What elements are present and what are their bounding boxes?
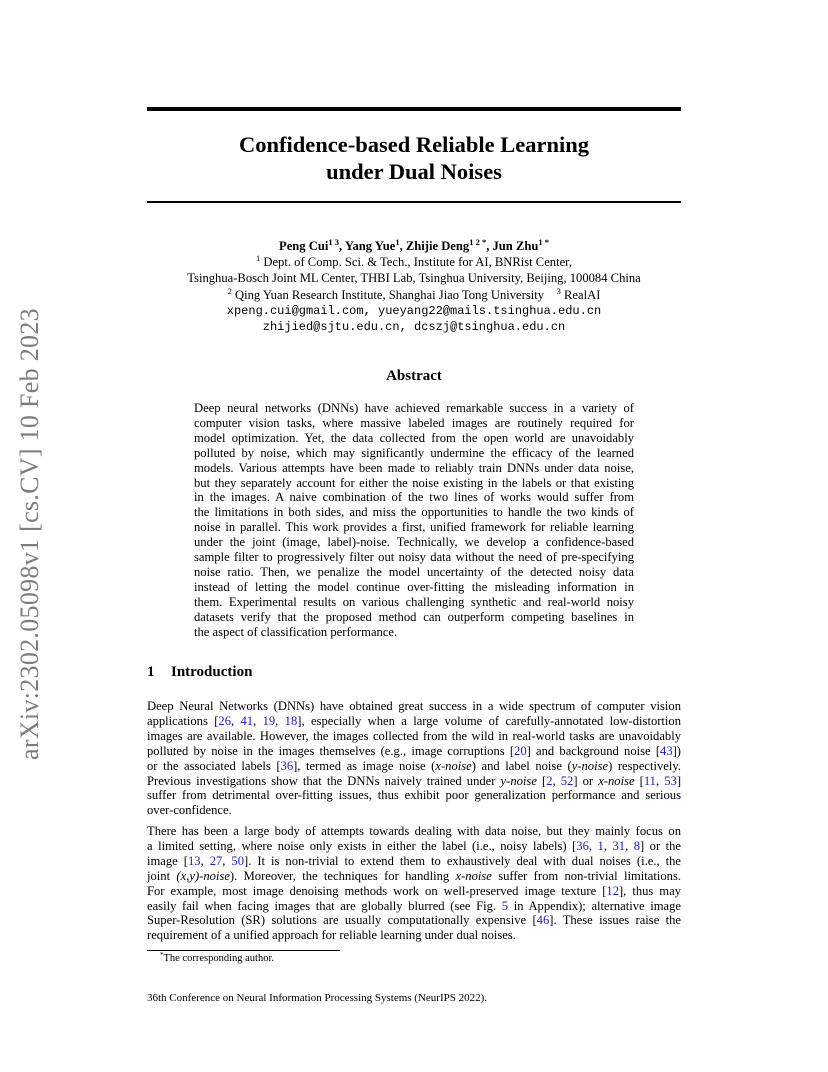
citation-link[interactable]: 36 — [280, 758, 294, 773]
abstract-line: the aspect of classification performance. — [194, 624, 398, 639]
citation-link[interactable]: 26 — [218, 713, 231, 728]
author-1-affil: 1 3 — [328, 237, 339, 247]
title-line-1: Confidence-based Reliable Learning — [238, 132, 589, 157]
abstract-line: models. Various attempts have been made to reliably train DNNs under data noise, — [194, 460, 634, 475]
citation-link[interactable]: 8 — [633, 838, 640, 853]
text-line: Deep Neural Networks (DNNs) have obtained great success in a wide spectrum of computer vision — [147, 699, 681, 713]
author-block — [100, 238, 728, 335]
author-2-affil: 1 — [395, 237, 400, 247]
section-number: 1 — [147, 664, 155, 680]
abstract-line: computer vision tasks, where massive labeled images are routinely required for — [194, 415, 634, 430]
abstract-line: them. Experimental results on various challenging synthetic and real-world noisy — [194, 594, 634, 609]
citation-link[interactable]: 12 — [606, 883, 619, 898]
figure-link[interactable]: 5 — [501, 898, 509, 913]
citation-link[interactable]: 53 — [664, 773, 677, 788]
emails-line-1[interactable]: xpeng.cui@gmail.com, yueyang22@mails.tsinghua.edu.cn — [226, 303, 602, 318]
author-3-affil: 1 2 * — [469, 237, 487, 247]
intro-paragraph-2 — [147, 824, 681, 943]
affiliation-1-mark: 1 — [255, 253, 261, 264]
affiliation-1-line-2: Tsinghua-Bosch Joint ML Center, THBI Lab, Tsinghua University, Beijing, 100084 China — [187, 271, 641, 286]
abstract-line: under the joint (image, label)-noise. Technically, we develop a confidence-based — [194, 535, 634, 550]
abstract-line: the limitations in both sides, and miss the opportunities to handle the two kinds of — [194, 505, 634, 520]
abstract-line: model optimization. Yet, the data collected from the open world are unavoidably — [194, 430, 634, 445]
venue-line: 36th Conference on Neural Information Processing Systems (NeurIPS 2022). — [147, 992, 488, 1004]
abstract-line: Deep neural networks (DNNs) have achieved remarkable success in a variety of — [194, 401, 634, 415]
citation-link[interactable]: 27 — [209, 853, 223, 868]
citation-link[interactable]: 1 — [597, 838, 604, 853]
author-names: Peng Cui$^{1 3}$, Yang Yue$^1$, Zhijie Deng$^{1 2 *}$, Jun Zhu$^{1 *}$ — [279, 237, 549, 253]
author-4: Jun Zhu — [492, 239, 539, 253]
affiliation-3-text: RealAI — [564, 287, 601, 302]
abstract-line: but they separately account for either the noise existing in the labels or that existing — [194, 475, 634, 490]
affiliation-1-line-1 — [100, 254, 728, 270]
paper-title — [147, 131, 681, 185]
citation-link[interactable]: 50 — [231, 853, 245, 868]
text-line: polluted by noise in the images themselves (e.g., image corruptions [20] and background noise [43]) — [147, 743, 681, 758]
footnote — [160, 953, 274, 964]
citation-link[interactable]: 18 — [284, 713, 298, 728]
affiliation-2-3 — [100, 287, 728, 303]
abstract-line: in the images. A naive combination of the two lines of works would suffer from — [194, 490, 634, 505]
text-line: image [13, 27, 50]. It is non-trivial to extend them to exhaustively deal with dual noises (i.e., the — [147, 853, 682, 868]
section-title: Introduction — [171, 664, 253, 680]
citation-link[interactable]: 11 — [643, 773, 656, 788]
text-line: applications [26, 41, 19, 18], especially when a large volume of carefully-annotated low-distortion — [147, 713, 682, 728]
abstract-line: polluted by noise, which may significantly undermine the efficacy of the learned — [194, 445, 634, 460]
emails-line-2[interactable]: zhijied@sjtu.edu.cn, dcszj@tsinghua.edu.cn — [262, 320, 566, 335]
author-2: Yang Yue — [344, 239, 396, 253]
text-line: Previous investigations show that the DNNs naively trained under y-noise [2, 52] or x-noise [11, 53] — [147, 773, 682, 788]
text-line: joint (x,y)-noise). Moreover, the techniques for handling x-noise suffer from non-trivial limitations. — [147, 868, 681, 883]
title-bottom-rule — [147, 201, 681, 203]
footnote-mark: * — [160, 951, 164, 959]
author-3: Zhijie Deng — [405, 239, 470, 253]
abstract-body — [194, 401, 634, 640]
citation-link[interactable]: 43 — [660, 743, 673, 758]
citation-link[interactable]: 46 — [536, 913, 550, 928]
abstract-heading: Abstract — [386, 368, 442, 384]
footnote-text: The corresponding author. — [163, 953, 275, 964]
text-line: There has been a large body of attempts towards dealing with data noise, but they mainly focus on — [147, 824, 681, 838]
title-line-2: under Dual Noises — [326, 159, 502, 184]
text-line: Super-Resolution (SR) solutions are usually computationally expensive [46]. These issues raise the — [147, 913, 682, 928]
citation-link[interactable]: 2 — [546, 773, 553, 788]
abstract-line: noise in parallel. This work provides a first, unified framework for reliable learning — [194, 520, 634, 535]
text-line: over-confidence. — [147, 803, 232, 818]
citation-link[interactable]: 41 — [240, 713, 254, 728]
citation-link[interactable]: 31 — [612, 838, 626, 853]
affiliation-1-text: Dept. of Comp. Sci. & Tech., Institute for AI, BNRist Center, — [263, 255, 573, 270]
intro-paragraph-1 — [147, 699, 681, 818]
citation-link[interactable]: 52 — [560, 773, 574, 788]
text-line: a limited setting, where noise only exists in either the label (i.e., noisy labels) [36, 1, 31, 8] or the — [147, 838, 682, 853]
title-top-rule — [147, 107, 681, 111]
text-line: images are available. However, the images collected from the wild in real-world tasks are unavoidably — [147, 728, 681, 743]
abstract-line: datasets verify that the proposed method can outperform competing baselines in — [194, 609, 634, 624]
abstract-line: sample filter to progressively filter out noisy data without the need of pre-specifying — [194, 550, 634, 565]
arxiv-stamp: arXiv:2302.05098v1 [cs.CV] 10 Feb 2023 — [15, 308, 44, 760]
affiliation-2-mark: 2 — [227, 285, 232, 296]
citation-link[interactable]: 19 — [262, 713, 276, 728]
text-line: easily fail when facing images that are globally blurred (see Fig. 5 in Appendix); alternative image — [147, 898, 682, 913]
text-line: requirement of a unified approach for reliable learning under dual noises. — [147, 928, 516, 943]
citation-link[interactable]: 36 — [576, 838, 589, 853]
footnote-rule — [147, 950, 340, 951]
abstract-line: instead of letting the model continue over-fitting the misleading information in — [194, 579, 634, 594]
author-4-affil: 1 * — [538, 237, 549, 247]
affiliation-2-text: Qing Yuan Research Institute, Shanghai Jiao Tong University — [235, 287, 545, 302]
author-1: Peng Cui — [279, 239, 329, 253]
text-line: or the associated labels [36], termed as image noise (x-noise) and label noise (y-noise) respectively. — [147, 758, 682, 773]
section-heading-introduction — [147, 664, 252, 681]
text-line: suffer from detrimental over-fitting issues, thus exhibit poor generalization performance and serious — [147, 788, 681, 803]
citation-link[interactable]: 13 — [187, 853, 201, 868]
affiliation-3-mark: 3 — [556, 285, 561, 296]
citation-link[interactable]: 20 — [514, 743, 527, 758]
abstract-line: noise ratio. Then, we penalize the model uncertainty of the detected noisy data — [194, 564, 634, 579]
text-line: For example, most image denoising methods work on well-preserved image texture [12], thus may — [147, 883, 681, 898]
